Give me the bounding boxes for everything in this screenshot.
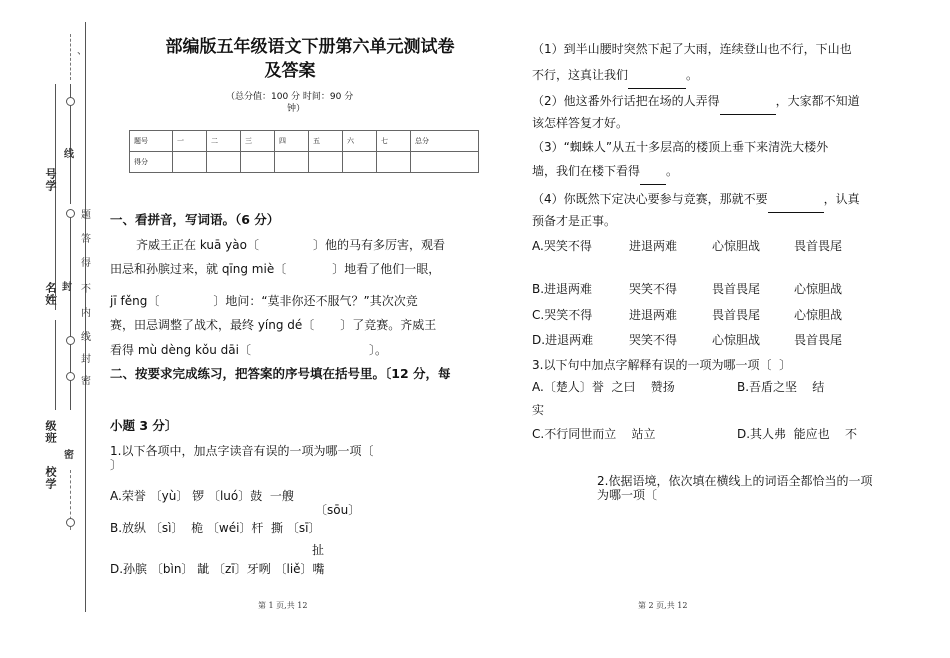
score-input-cell[interactable] — [207, 152, 241, 173]
score-cell: 五 — [309, 131, 343, 152]
score-cell: 得分 — [130, 152, 173, 173]
name-underline — [45, 296, 57, 297]
pinyin-text: 〕地问：“莫非你还不服气？”其次次竞 — [213, 294, 418, 308]
score-cell: 六 — [343, 131, 377, 152]
q-text: 不行，这真让我们 — [532, 68, 629, 82]
q3-stem: 3.以下句中加点字解释有误的一项为哪一项〔 〕 — [532, 358, 792, 372]
section1-line — [110, 288, 418, 314]
label-name: 名姓 — [44, 282, 57, 306]
q-item-4-cont: 预备才是正事。 — [532, 214, 617, 228]
notice-char: 封 — [81, 354, 91, 365]
seal-word-secret: 密 — [64, 450, 74, 461]
pinyin-text: 〕他的马有多厉害，观看 — [312, 238, 445, 252]
page1-footer: 第 1 页,共 12 — [258, 601, 308, 610]
choice-word: 畏首畏尾 — [794, 239, 843, 253]
section2-heading: 二、按要求完成练习，把答案的序号填在括号里。〔12 分，每 — [110, 366, 451, 381]
section1-line — [136, 232, 445, 258]
binding-hole — [66, 518, 75, 527]
binding-hole — [66, 372, 75, 381]
notice-char: 线 — [81, 332, 91, 343]
choice-label: C. — [532, 308, 545, 322]
score-input-cell[interactable] — [411, 152, 479, 173]
choice-label: B. — [532, 282, 545, 296]
q-item-1: （1）到半山腰时突然下起了大雨，连续登山也不行，下山也 — [532, 42, 852, 56]
q-item-2-cont: 该怎样答复才好。 — [532, 116, 629, 130]
pinyin-text: 〕了竞赛。齐威王 — [340, 318, 437, 332]
choice-b[interactable] — [532, 280, 843, 297]
exam-meta-line1: （总分值：100 分 时间：90 分 — [226, 92, 354, 102]
choice-word: 畏首畏尾 — [712, 308, 761, 322]
score-input-cell[interactable] — [343, 152, 377, 173]
choice-a[interactable] — [532, 237, 843, 254]
score-cell: 七 — [377, 131, 411, 152]
binding-hole — [66, 97, 75, 106]
notice-char: 得 — [81, 258, 91, 269]
q3-option-c[interactable]: C.不行同世而立 站立 — [532, 427, 656, 441]
q-item-3-cont — [532, 158, 678, 185]
choice-d[interactable] — [532, 331, 843, 348]
q-item-1-cont — [532, 62, 698, 89]
binding-hole — [66, 336, 75, 345]
pinyin-text: 田忌和孙膑过来，就 qīng miè〔 — [110, 262, 287, 276]
label-school: 校学 — [44, 466, 57, 490]
notice-char: 答 — [81, 234, 91, 245]
score-table — [129, 130, 479, 173]
label-student-no: 号学 — [44, 168, 57, 192]
score-table-score-row — [130, 152, 479, 173]
choice-word: 哭笑不得 — [629, 282, 678, 296]
score-cell: 总分 — [411, 131, 479, 152]
notice-char: 不 — [81, 284, 91, 295]
pinyin-text: 看得 mù dèng kǒu dāi〔 — [110, 343, 251, 357]
q-text: 。 — [666, 164, 679, 178]
q3-option-a[interactable]: A.〔楚人〕誉 之曰 赞扬 — [532, 380, 675, 394]
q3-option-d[interactable]: D.其人弗 能应也 不 — [737, 427, 857, 441]
q1-option-d[interactable]: D.孙膑 〔bìn〕 龇 〔zī〕牙咧 〔liě〕嘴 — [110, 562, 325, 576]
section1-line — [110, 337, 387, 363]
q-text: ，大家都不知道 — [775, 94, 860, 108]
choice-word: 心惊胆战 — [794, 282, 843, 296]
score-cell: 二 — [207, 131, 241, 152]
section2-heading-cont: 小题 3 分〕 — [110, 418, 178, 433]
score-input-cell[interactable] — [377, 152, 411, 173]
pinyin-text: 〕地看了他们一眼， — [332, 262, 441, 276]
score-table-header-row — [130, 131, 479, 152]
q-text: 。 — [686, 68, 699, 82]
seal-word-seal: 封 — [62, 282, 72, 293]
margin-inner-line — [55, 320, 56, 410]
margin-dash — [70, 34, 71, 80]
score-input-cell[interactable] — [275, 152, 309, 173]
score-input-cell[interactable] — [309, 152, 343, 173]
fill-blank[interactable] — [628, 62, 686, 89]
q2-stem: 2.依据语境，依次填在横线上的词语全都恰当的一项 — [597, 474, 873, 488]
tick-mark: 、 — [77, 46, 87, 57]
notice-char: 题 — [81, 210, 91, 221]
exam-title-line2: 及答案 — [264, 61, 316, 81]
score-cell: 三 — [241, 131, 275, 152]
choice-label: D. — [532, 333, 546, 347]
choice-word: 进退两难 — [545, 333, 594, 347]
pinyin-text: 齐威王正在 kuā yào〔 — [136, 238, 259, 252]
choice-word: 心惊胆战 — [794, 308, 843, 322]
class-underline — [45, 436, 57, 437]
page2-footer: 第 2 页,共 12 — [638, 601, 688, 610]
score-input-cell[interactable] — [241, 152, 275, 173]
section1-line — [110, 256, 440, 282]
choice-c[interactable] — [532, 306, 843, 323]
exam-meta-line2: 钟） — [287, 104, 306, 114]
notice-char: 密 — [81, 376, 91, 387]
fill-blank[interactable] — [640, 158, 666, 185]
choice-word: 进退两难 — [544, 282, 593, 296]
fill-blank[interactable] — [768, 186, 824, 213]
score-cell: 一 — [173, 131, 207, 152]
choice-word: 进退两难 — [629, 308, 678, 322]
q3-option-b[interactable]: B.吾盾之坚 结 — [737, 380, 825, 394]
choice-word: 心惊胆战 — [712, 333, 761, 347]
notice-char: 内 — [81, 308, 91, 319]
choice-word: 进退两难 — [629, 239, 678, 253]
pinyin-text: jī fěng〔 — [110, 294, 160, 308]
binding-hole — [66, 209, 75, 218]
section1-line — [110, 312, 436, 338]
q-text: （4）你既然下定决心要参与竞赛，那就不要 — [532, 192, 768, 206]
q3-option-b-cont: 实 — [532, 403, 545, 417]
q1-option-b[interactable]: B.放纵 〔sì〕 桅 〔wéi〕杆 撕 〔sī〕 — [110, 521, 321, 535]
choice-word: 哭笑不得 — [629, 333, 678, 347]
label-class: 级班 — [44, 420, 57, 444]
q-item-3: （3）“蜘蛛人”从五十多层高的楼顶上垂下来清洗大楼外 — [532, 140, 829, 154]
pinyin-text: 〕。 — [368, 343, 387, 357]
pinyin-text: 赛，田忌调整了战术，最终 yíng dé〔 — [110, 318, 315, 332]
fill-blank[interactable] — [720, 88, 776, 115]
q1-stem-cont: 〕 — [110, 458, 123, 472]
q1-option-a[interactable]: A.荣誉 〔yù〕 锣 〔luó〕鼓 一艘 — [110, 489, 294, 503]
choice-word: 畏首畏尾 — [712, 282, 761, 296]
q2-stem-cont: 为哪一项〔 — [597, 488, 658, 502]
choice-word: 哭笑不得 — [543, 239, 592, 253]
score-input-cell[interactable] — [173, 152, 207, 173]
q-text: （2）他这番外行话把在场的人弄得 — [532, 94, 720, 108]
q1-option-a-cont: 〔sōu〕 — [315, 503, 361, 517]
choice-word: 心惊胆战 — [712, 239, 761, 253]
score-cell: 四 — [275, 131, 309, 152]
score-cell: 题号 — [130, 131, 173, 152]
q1-stem: 1.以下各项中，加点字读音有误的一项为哪一项〔 — [110, 444, 374, 458]
choice-word: 哭笑不得 — [544, 308, 593, 322]
exam-title-line1: 部编版五年级语文下册第六单元测试卷 — [165, 37, 455, 57]
choice-word: 畏首畏尾 — [794, 333, 843, 347]
q-text: 墙，我们在楼下看得 — [532, 164, 641, 178]
seal-word-line: 线 — [64, 149, 74, 160]
choice-label: A. — [532, 239, 544, 253]
q-text: ，认真 — [823, 192, 860, 206]
q1-option-b-cont: 扯 — [312, 543, 325, 557]
section1-heading: 一、看拼音，写词语。（6 分） — [110, 212, 280, 227]
